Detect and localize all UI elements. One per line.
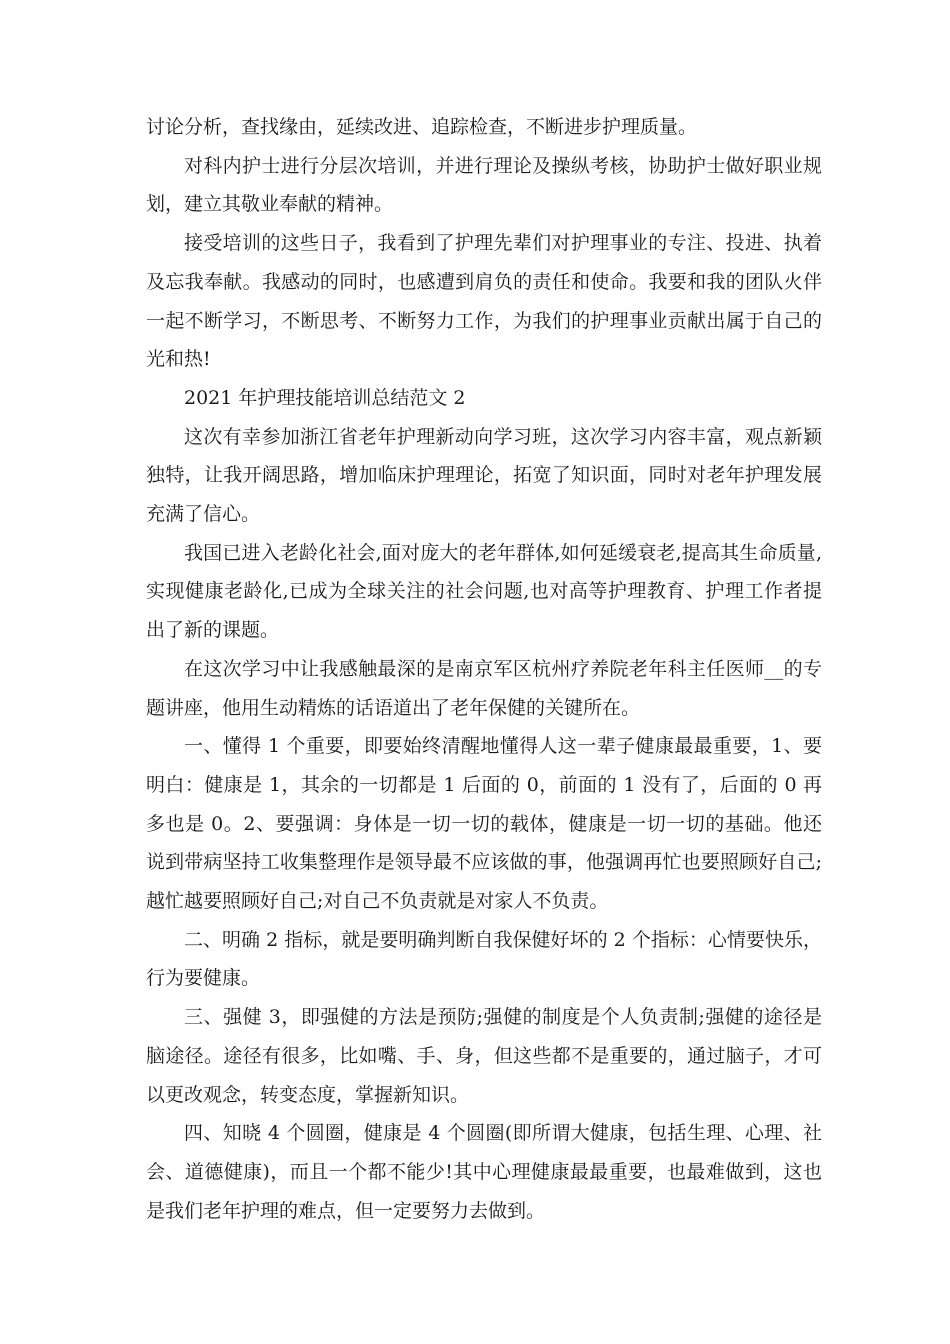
document-body: [146, 108, 822, 1230]
paragraph-point-one: 一、懂得 1 个重要，即要始终清醒地懂得人这一辈子健康最最重要，1、要明白：健康是 1，其余的一切都是 1 后面的 0，前面的 1 没有了，后面的 0 再多也是 0。2、要强调：身体是一切一切的载体，健康是一切一切的基础。他还说到带病坚持工收集整理作是领导最不应该做的事，他强调再忙也要照顾好自己;越忙越要照顾好自己;对自己不负责就是对家人不负责。: [146, 735, 822, 913]
section-heading: 2021 年护理技能培训总结范文 2: [184, 386, 466, 409]
paragraph-study-class: 这次有幸参加浙江省老年护理新动向学习班，这次学习内容丰富，观点新颖独特，让我开阔思路，增加临床护理理论，拓宽了知识面，同时对老年护理发展充满了信心。: [146, 425, 822, 526]
paragraph-aging-society: 我国已进入老龄化社会,面对庞大的老年群体,如何延缓衰老,提高其生命质量,实现健康老龄化,已成为全球关注的社会问题,也对高等护理教育、护理工作者提出了新的课题。: [146, 541, 822, 642]
paragraph-lecture: 在这次学习中让我感触最深的是南京军区杭州疗养院老年科主任医师__的专题讲座，他用生动精炼的话语道出了老年保健的关键所在。: [146, 657, 822, 719]
paragraph-training: 对科内护士进行分层次培训，并进行理论及操纵考核，协助护士做好职业规划，建立其敬业奉献的精神。: [146, 154, 822, 216]
paragraph-point-two: 二、明确 2 指标，就是要明确判断自我保健好坏的 2 个指标：心情要快乐，行为要健康。: [146, 928, 822, 990]
paragraph-continuation: 讨论分析，查找缘由，延续改进、追踪检查，不断进步护理质量。: [146, 116, 698, 138]
paragraph-point-four: 四、知晓 4 个圆圈，健康是 4 个圆圈(即所谓大健康，包括生理、心理、社会、道德健康)，而且一个都不能少!其中心理健康最最重要，也最难做到，这也是我们老年护理的难点，但一定要努力去做到。: [146, 1122, 822, 1222]
paragraph-point-three: 三、强健 3，即强健的方法是预防;强健的制度是个人负责制;强健的途径是脑途径。途径有很多，比如嘴、手、身，但这些都不是重要的，通过脑子，才可以更改观念，转变态度，掌握新知识。: [146, 1006, 822, 1106]
paragraph-reflection: 接受培训的这些日子，我看到了护理先辈们对护理事业的专注、投进、执着及忘我奉献。我感动的同时，也感遭到肩负的责任和使命。我要和我的团队火伴一起不断学习，不断思考、不断努力工作，为我们的护理事业贡献出属于自己的光和热!: [146, 232, 822, 371]
